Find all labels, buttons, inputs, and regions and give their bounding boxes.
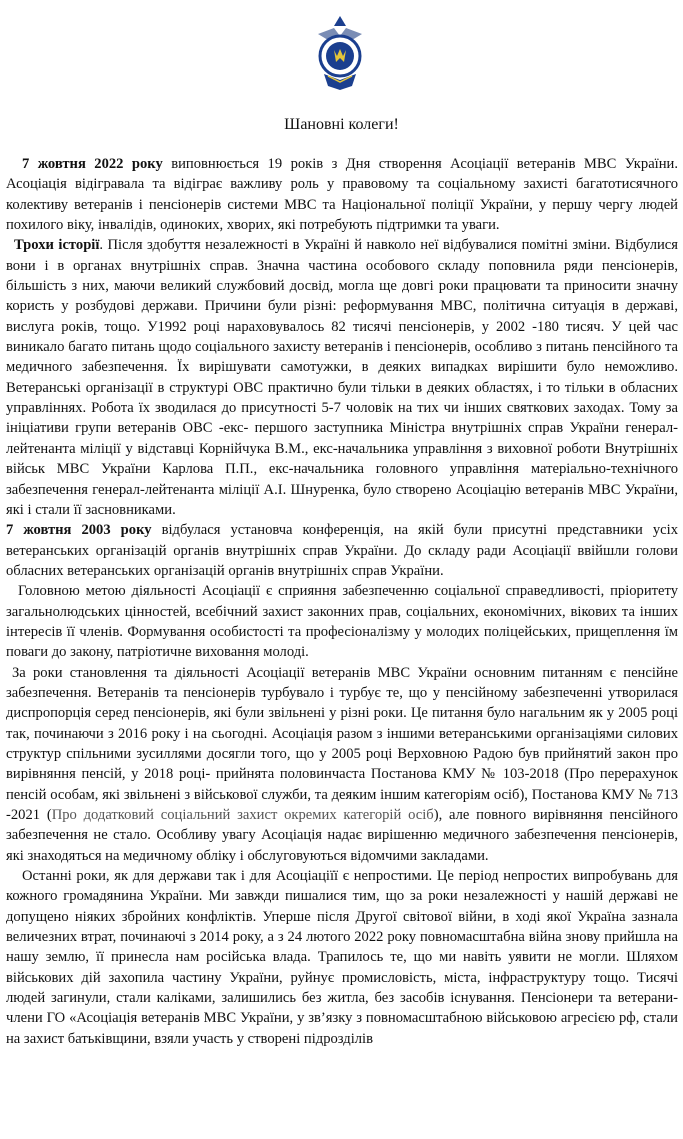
resolution-title: Про додатковий соціальний захист окремих категорій осіб [51, 807, 434, 823]
paragraph-main-goal: Головною метою діяльності Асоціації є сприяння забезпеченню соціальної справедливості, пріоритету загальнолюдських цінностей, всебічний захист законних прав, соціальних, економічних, вікових та інших інтересів її членів. Формування особистості та професіоналізму у молодих поліцейських, прищеплення їм поваги до закону, патріотичне виховання молоді. [6, 583, 678, 661]
history-heading: Трохи історії [14, 237, 100, 254]
paragraph-text: За роки становлення та діяльності Асоціації ветеранів МВС України основним питанням є пенсійне забезпечення. Ветеранів та пенсіонерів турбувало і турбує те, що у пенсійному забезпеченні утворилася диспропорція серед пенсіонерів, які були звільнені у різні роки. Це питання було нагальним як у 2005 році так, починаючи з 2016 року і на сьогодні. Асоціація разом з іншими ветеранськими організаціями силових структур спільними зусиллями досягли того, що у 2005 році Верховною Радою був прийнятий закон про вирівняння пенсій, у 2018 році- прийнята половинчаста Постанова КМУ № 103-2018 (Про перерахунок пенсій особам, які звільнені з військової служби, та деяким іншим категоріям осіб), Постанова КМУ № 713 -2021 ( [6, 664, 678, 823]
paragraph-history [6, 235, 678, 520]
paragraph-anniversary [6, 154, 678, 235]
anniversary-date: 7 жовтня 2022 року [22, 156, 163, 172]
paragraph-text: виповнюється 19 років з Дня створення Асоціації ветеранів МВС України. Асоціація відігравала та відіграє важливу роль у правовому та соціальному захисті багатотисячного колективу ветеранів і пенсіонерів системи МВС та Національної поліції України, у першу чергу людей похилого віку, інвалідів, одиноких, хворих, які потребують підтримки та уваги. [6, 156, 678, 234]
founding-date: 7 жовтня 2003 року [6, 522, 152, 539]
paragraph-text: ), але повного вирівняння пенсійного забезпечення не стало. Особливу увагу Асоціація надає вирішенню медичного забезпечення пенсіонерів, які знаходяться на медичному обліку і обслуговуються відомчими закладами. [6, 807, 678, 864]
letter-body [6, 154, 678, 1049]
paragraph-pensions [6, 663, 678, 866]
paragraph-war: Останні роки, як для держави так і для Асоціаціїї є непростими. Це період непростих випробувань для кожного громадянина України. Ми завжди пишалися тим, що за роки незалежності у нашій державі не допущено ніяких збройних конфліктів. Уперше після Другої світової війни, в ході якої Україна зазнала величезних втрат, починаючі з 2014 року, а з 24 лютого 2022 року повномасштабна війна знову прийшла на нашу землю, її принесла нам російська влада. Трапилось те, що ми навіть уявити не могли. Шляхом військових дій захопила частину України, руйнує промисловість, міста, інфраструктуру тощо. Тисячі людей загинули, стали каліками, залишились без житла, без засобів існування. Пенсіонери та ветерани- члени ГО «Асоціація ветеранів МВС України, у зв’язку з повномасштабною військовою агресією рф, стали на захист батьківщини, взяли участь у створені підрозділів [6, 868, 678, 1047]
police-veterans-association-emblem-icon [312, 16, 368, 90]
paragraph-text: . Після здобуття незалежності в Україні й навколо неї відбувалися помітні зміни. Відбулися вони і в органах внутрішніх справ. Значна частина особового складу поповнила ряди пенсіонерів, більшість з них, маючи великий службовий досвід, могла ще довгі роки працювати та приносити значну користь у розбудові держави. Причини були різні: реформування МВС, політична ситуація в державі, вислуга років, тощо. У1992 році нараховувалось 82 тисячі пенсіонерів, у 2002 -180 тисяч. У цей час виникало багато питань щодо соціального захисту ветеранів і пенсіонерів, особливо з питань пенсійного та медичного забезпечення. Їх вирішувати самотужки, в деяких випадках вирішити було неможливо. Ветеранські організації в структурі ОВС практично були тільки в деяких областях, і то тільки в обласних управліннях. Робота їх зводилася до присутності 5-7 чоловік на тих чи інших святкових заходах. Тому за ініціативи групи ветеранів ОВС -екс- першого заступника Міністра внутрішніх справ України генерал-лейтенанта міліції у відставці Корнійчука В.М., екс-начальника управління з виховної роботи Внутрішніх військ МВС України Карлова П.П., екс-начальника головного управління матеріально-технічного забезпечення генерал-лейтенанта міліції А.І. Шнуренка, було створено Асоціацію ветеранів МВС України, які і стали її засновниками. [6, 237, 678, 518]
greeting-heading: Шановні колеги! [284, 116, 399, 133]
paragraph-text: відбулася установча конференція, на якій були присутні представники усіх ветеранських організацій органів внутрішніх справ України. До складу ради Асоціації ввійшли голови обласних ветеранських організацій органів внутрішніх справ України. [6, 522, 679, 579]
paragraph-founding-conference [6, 520, 678, 581]
